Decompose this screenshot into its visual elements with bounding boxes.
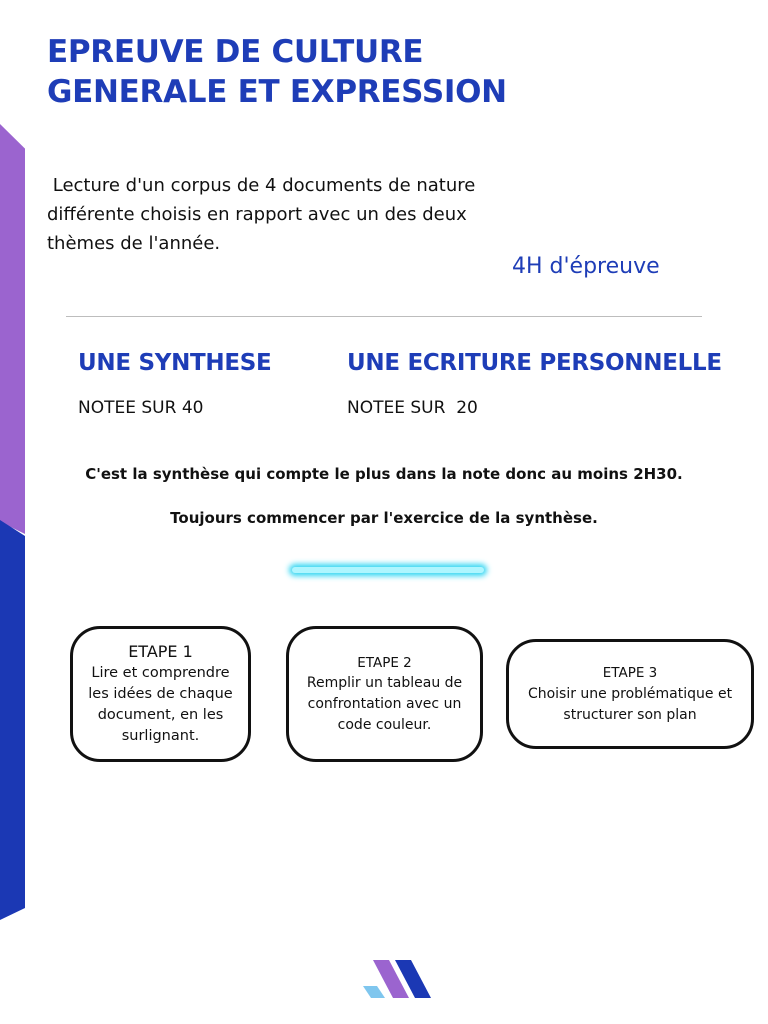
intro-text: Lecture d'un corpus de 4 documents de nature différente choisis en rapport avec un des deux thèmes de l'année. <box>47 175 476 254</box>
section-ecriture-score: NOTEE SUR 20 <box>347 398 478 418</box>
step-1-label: ETAPE 1 <box>128 642 193 661</box>
step-2-label: ETAPE 2 <box>357 654 412 671</box>
step-1-text: Lire et comprendre les idées de chaque document, en les surlignant. <box>88 665 233 744</box>
glow-divider <box>292 567 484 573</box>
step-3-card <box>506 639 754 749</box>
note-synthese-weight: C'est la synthèse qui compte le plus dans la note donc au moins 2H30. <box>85 465 683 483</box>
note-start-order: Toujours commencer par l'exercice de la synthèse. <box>170 509 598 527</box>
section-synthese-title: UNE SYNTHESE <box>78 350 272 376</box>
step-2-card <box>286 626 483 762</box>
step-1-card <box>70 626 251 762</box>
side-accent-blue <box>0 520 25 920</box>
step-2-text: Remplir un tableau de confrontation avec un code couleur. <box>306 674 463 733</box>
step-3-text: Choisir une problématique et structurer son plan <box>527 685 733 723</box>
brand-logo-icon <box>359 956 435 1000</box>
section-ecriture-title: UNE ECRITURE PERSONNELLE <box>347 350 722 376</box>
exam-duration: 4H d'épreuve <box>512 254 660 279</box>
divider <box>66 316 702 317</box>
step-3-label: ETAPE 3 <box>602 664 658 681</box>
section-synthese-score: NOTEE SUR 40 <box>78 398 204 418</box>
page-title: EPREUVE DE CULTURE GENERALE ET EXPRESSION <box>47 34 507 110</box>
